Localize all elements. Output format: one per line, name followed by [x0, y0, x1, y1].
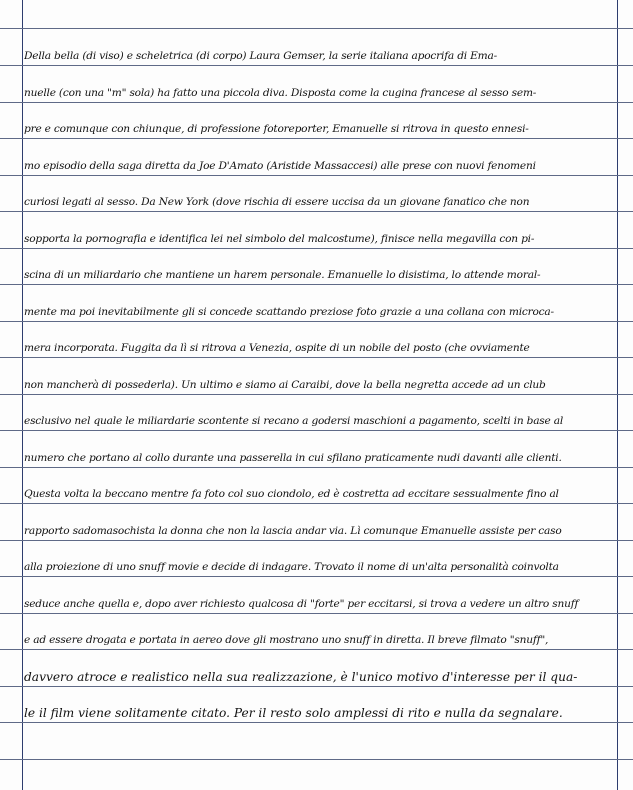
right-margin-line: [617, 0, 618, 790]
text-line: numero che portano al collo durante una passerella in cui sfilano praticamente nudi davanti alle clienti.: [24, 452, 562, 464]
text-line: mo episodio della saga diretta da Joe D'Amato (Aristide Massaccesi) alle prese con nuovi fenomeni: [24, 160, 536, 172]
text-line: non mancherà di possederla). Un ultimo e siamo ai Caraibi, dove la bella negretta accede ad un club: [24, 379, 546, 391]
text-line: nuelle (con una "m" sola) ha fatto una piccola diva. Disposta come la cugina francese al sesso sem-: [24, 87, 537, 99]
text-line: curiosi legati al sesso. Da New York (dove rischia di essere uccisa da un giovane fanatico che non: [24, 196, 530, 208]
text-line: sopporta la pornografia e identifica lei nel simbolo del malcostume), finisce nella megavilla con pi-: [24, 233, 535, 245]
text-line: e ad essere drogata e portata in aereo dove gli mostrano uno snuff in diretta. Il breve filmato "snuff",: [24, 634, 549, 646]
text-line: mera incorporata. Fuggita da lì si ritrova a Venezia, ospite di un nobile del posto (che ovviamente: [24, 342, 530, 354]
text-line: Della bella (di viso) e scheletrica (di corpo) Laura Gemser, la serie italiana apocrifa di Ema-: [24, 50, 498, 62]
text-line: mente ma poi inevitabilmente gli si concede scattando preziose foto grazie a una collana con microca-: [24, 306, 554, 318]
text-line: scina di un miliardario che mantiene un harem personale. Emanuelle lo disistima, lo attende moral-: [24, 269, 541, 281]
text-line: esclusivo nel quale le miliardarie scontente si recano a godersi maschioni a pagamento, scelti in base al: [24, 415, 564, 427]
ruled-line: [0, 28, 633, 29]
left-margin-line: [22, 0, 23, 790]
text-line: le il film viene solitamente citato. Per il resto solo amplessi di rito e nulla da segnalare.: [24, 706, 563, 720]
ruled-line: [0, 759, 633, 760]
text-line: rapporto sadomasochista la donna che non la lascia andar via. Lì comunque Emanuelle assiste per caso: [24, 525, 562, 537]
text-line: alla proiezione di uno snuff movie e decide di indagare. Trovato il nome di un'alta personalità coinvolta: [24, 561, 559, 573]
text-line: Questa volta la beccano mentre fa foto col suo ciondolo, ed è costretta ad eccitare sessualmente fino al: [24, 488, 559, 500]
text-line: davvero atroce e realistico nella sua realizzazione, è l'unico motivo d'interesse per il qua-: [24, 670, 578, 684]
text-line: seduce anche quella e, dopo aver richiesto qualcosa di "forte" per eccitarsi, si trova a vedere un altro snuff: [24, 598, 579, 610]
text-line: pre e comunque con chiunque, di professione fotoreporter, Emanuelle si ritrova in questo ennesi-: [24, 123, 529, 135]
